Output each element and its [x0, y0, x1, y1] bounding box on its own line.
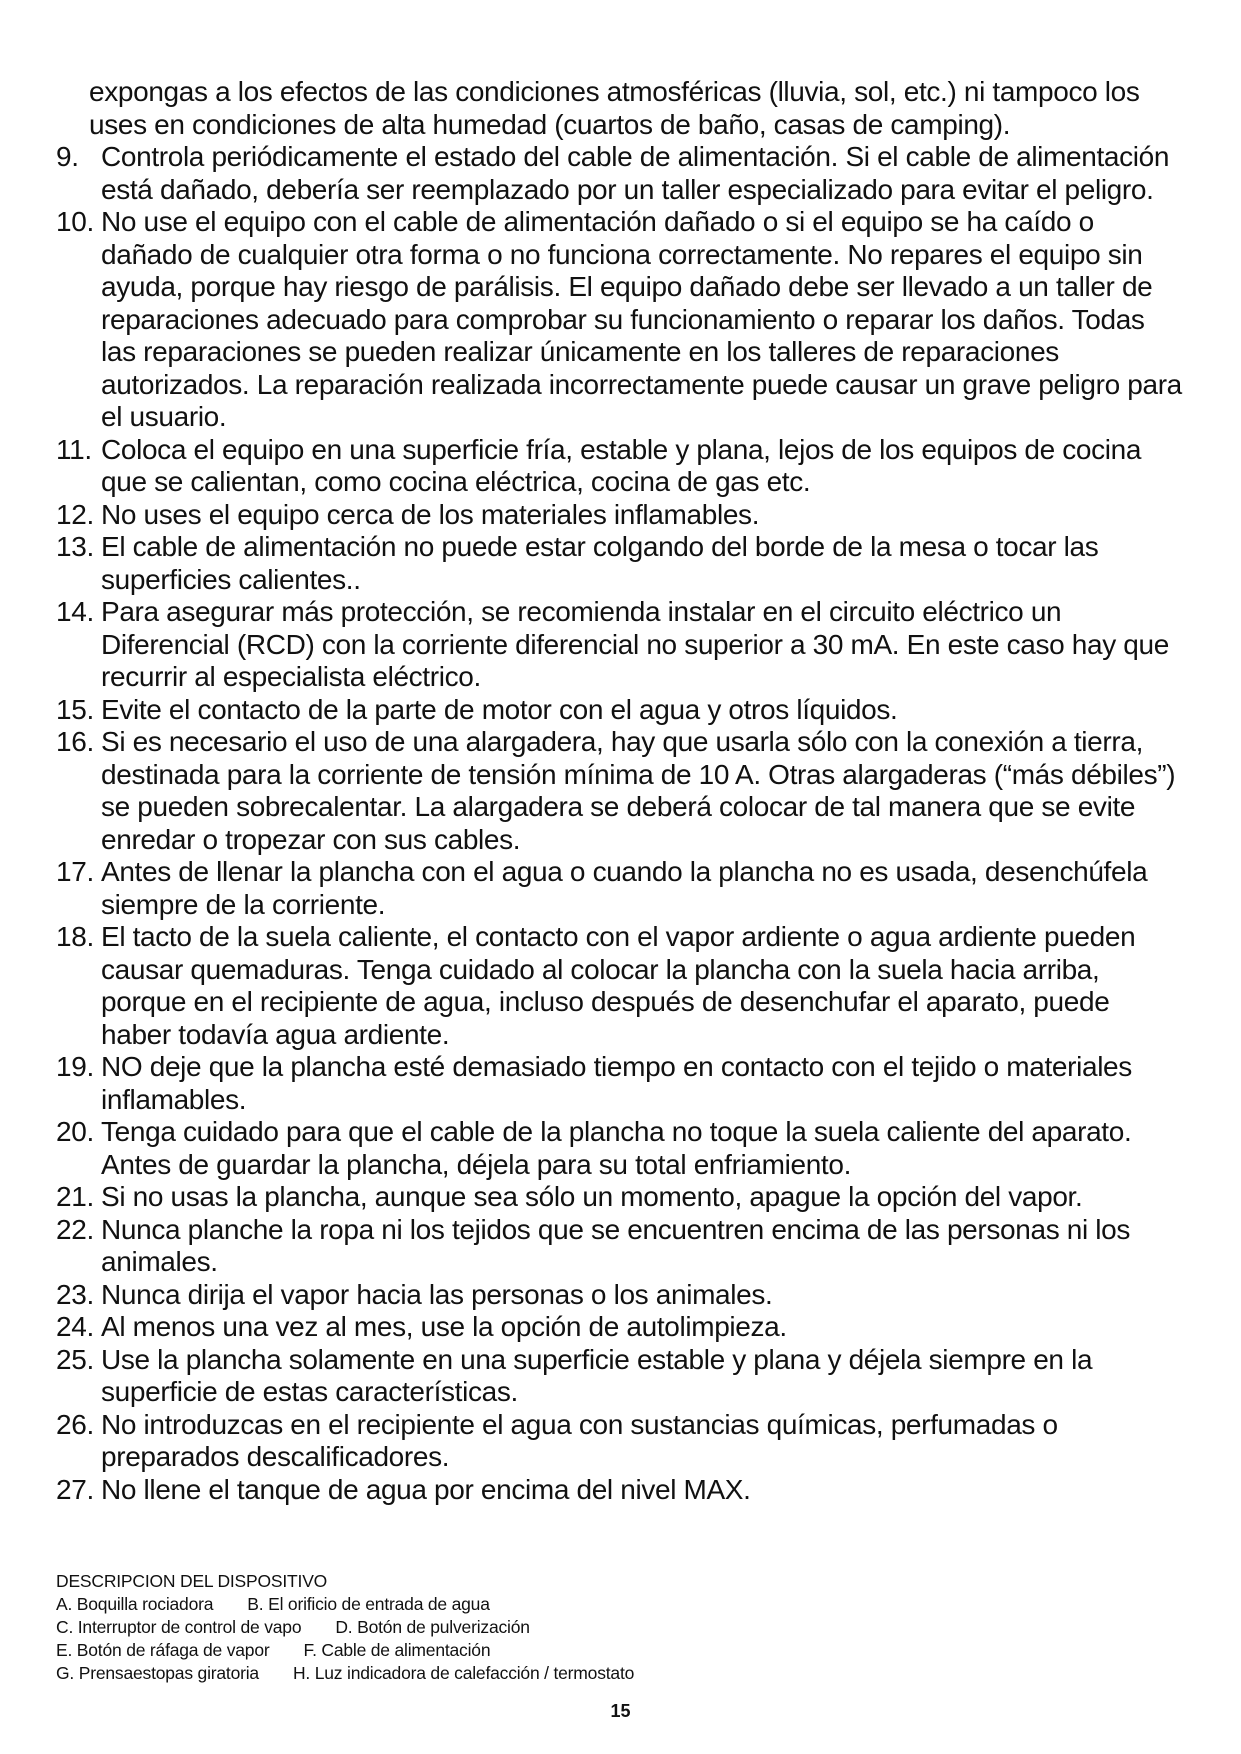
item-text: No llene el tanque de agua por encima del nivel MAX. — [101, 1473, 751, 1505]
item-text: El tacto de la suela caliente, el contacto con el vapor ardiente o agua ardiente pueden causar quemaduras. Tenga cuidado al colocar la plancha con la suela hacia arriba, porque en el recipiente de agua, incluso después de desenchufar el aparato, puede haber todavía agua ardiente. — [101, 921, 1136, 1050]
list-item — [56, 1051, 1186, 1116]
description-row — [56, 1616, 1156, 1639]
item-number: 17. — [56, 856, 94, 887]
list-item — [56, 1344, 1186, 1409]
list-item — [56, 1214, 1186, 1279]
item-number: 21. — [56, 1181, 94, 1212]
page-number: 15 — [610, 1701, 631, 1721]
part-label: B. El orificio de entrada de agua — [247, 1594, 490, 1614]
part-label: E. Botón de ráfaga de vapor — [56, 1640, 270, 1660]
list-item — [56, 596, 1186, 694]
item-text: Si es necesario el uso de una alargadera, hay que usarla sólo con la conexión a tierra, destinada para la corriente de tensión mínima de 10 A. Otras alargaderas (“más débiles”) se pueden sobrecalentar. La alargadera se deberá colocar de tal manera que se evite enredar o tropezar con sus cables. — [101, 726, 1176, 855]
item-number: 14. — [56, 596, 94, 627]
item-number: 12. — [56, 498, 94, 530]
item-number: 16. — [56, 726, 94, 757]
item-text: Use la plancha solamente en una superficie estable y plana y déjela siempre en la superficie de estas características. — [101, 1343, 1093, 1407]
item-number: 26. — [56, 1408, 94, 1440]
part-label: F. Cable de alimentación — [303, 1640, 491, 1660]
item-text: Nunca planche la ropa ni los tejidos que se encuentren encima de las personas ni los animales. — [101, 1213, 1131, 1277]
item-text: Al menos una vez al mes, use la opción de autolimpieza. — [101, 1311, 787, 1342]
item-text: Tenga cuidado para que el cable de la plancha no toque la suela caliente del aparato. Antes de guardar la plancha, déjela para su total enfriamiento. — [101, 1116, 1132, 1180]
list-item — [56, 1311, 1186, 1344]
description-row — [56, 1593, 1156, 1616]
item-number: 23. — [56, 1278, 94, 1310]
item-number: 11. — [56, 433, 92, 465]
list-item — [56, 921, 1186, 1051]
item-text: El cable de alimentación no puede estar colgando del borde de la mesa o tocar las superficies calientes.. — [101, 531, 1099, 595]
list-item — [56, 434, 1186, 499]
item-text: Controla periódicamente el estado del cable de alimentación. Si el cable de alimentación está dañado, debería ser reemplazado por un taller especializado para evitar el peligro. — [101, 141, 1170, 205]
list-item — [56, 531, 1186, 596]
intro-continuation: expongas a los efectos de las condiciones atmosféricas (lluvia, sol, etc.) ni tampoco los uses en condiciones de alta humedad (cuartos de baño, casas de camping). — [89, 76, 1140, 140]
item-text: Si no usas la plancha, aunque sea sólo un momento, apague la opción del vapor. — [101, 1181, 1083, 1212]
list-item — [56, 1116, 1186, 1181]
list-item — [56, 206, 1186, 434]
item-text: No introduzcas en el recipiente el agua con sustancias químicas, perfumadas o preparados descalificadores. — [101, 1408, 1058, 1472]
item-number: 10. — [56, 206, 94, 237]
list-item — [56, 1279, 1186, 1312]
item-text: Nunca dirija el vapor hacia las personas o los animales. — [101, 1278, 773, 1310]
part-label: D. Botón de pulverización — [335, 1617, 530, 1637]
part-label: H. Luz indicadora de calefacción / termostato — [292, 1663, 635, 1683]
item-number: 27. — [56, 1473, 94, 1505]
item-text: No use el equipo con el cable de alimentación dañado o si el equipo se ha caído o dañado de cualquier otra forma o no funciona correctamente. No repares el equipo sin ayuda, porque hay riesgo de parálisis. El equipo dañado debe ser llevado a un taller de reparaciones adecuado para comprobar su funcionamiento o reparar los daños. Todas las reparaciones se pueden realizar únicamente en los talleres de reparaciones autorizados. La reparación realizada incorrectamente puede causar un grave peligro para el usuario. — [101, 206, 1182, 432]
safety-instructions-list — [56, 76, 1186, 1506]
item-number: 24. — [56, 1311, 94, 1342]
list-item — [56, 856, 1186, 921]
list-item — [56, 1474, 1186, 1507]
item-text: Antes de llenar la plancha con el agua o cuando la plancha no es usada, desenchúfela siempre de la corriente. — [101, 856, 1148, 920]
item-number: 25. — [56, 1343, 94, 1375]
item-number: 15. — [56, 693, 94, 725]
item-number: 13. — [56, 531, 94, 562]
item-number: 9. — [56, 141, 79, 172]
list-item — [56, 694, 1186, 727]
item-number: 19. — [56, 1051, 94, 1082]
item-text: NO deje que la plancha esté demasiado tiempo en contacto con el tejido o materiales inflamables. — [101, 1051, 1132, 1115]
part-label: C. Interruptor de control de vapo — [56, 1617, 302, 1637]
list-item — [56, 726, 1186, 856]
item-number: 20. — [56, 1116, 94, 1147]
item-text: Coloca el equipo en una superficie fría, estable y plana, lejos de los equipos de cocina que se calientan, como cocina eléctrica, cocina de gas etc. — [101, 433, 1142, 497]
list-item — [56, 1409, 1186, 1474]
list-item — [56, 499, 1186, 532]
item-text: Para asegurar más protección, se recomienda instalar en el circuito eléctrico un Diferencial (RCD) con la corriente diferencial no superior a 30 mA. En este caso hay que recurrir al especialista eléctrico. — [101, 596, 1169, 692]
list-item — [56, 141, 1186, 206]
description-row — [56, 1662, 1156, 1685]
device-description — [56, 1570, 1156, 1685]
list-item — [56, 1181, 1186, 1214]
part-label: G. Prensaestopas giratoria — [56, 1663, 259, 1683]
description-row — [56, 1639, 1156, 1662]
description-heading: DESCRIPCION DEL DISPOSITIVO — [56, 1571, 328, 1591]
item-text: Evite el contacto de la parte de motor con el agua y otros líquidos. — [101, 693, 898, 725]
item-text: No uses el equipo cerca de los materiales inflamables. — [101, 498, 760, 530]
item-number: 18. — [56, 921, 94, 952]
part-label: A. Boquilla rociadora — [56, 1594, 214, 1614]
item-number: 22. — [56, 1213, 94, 1245]
